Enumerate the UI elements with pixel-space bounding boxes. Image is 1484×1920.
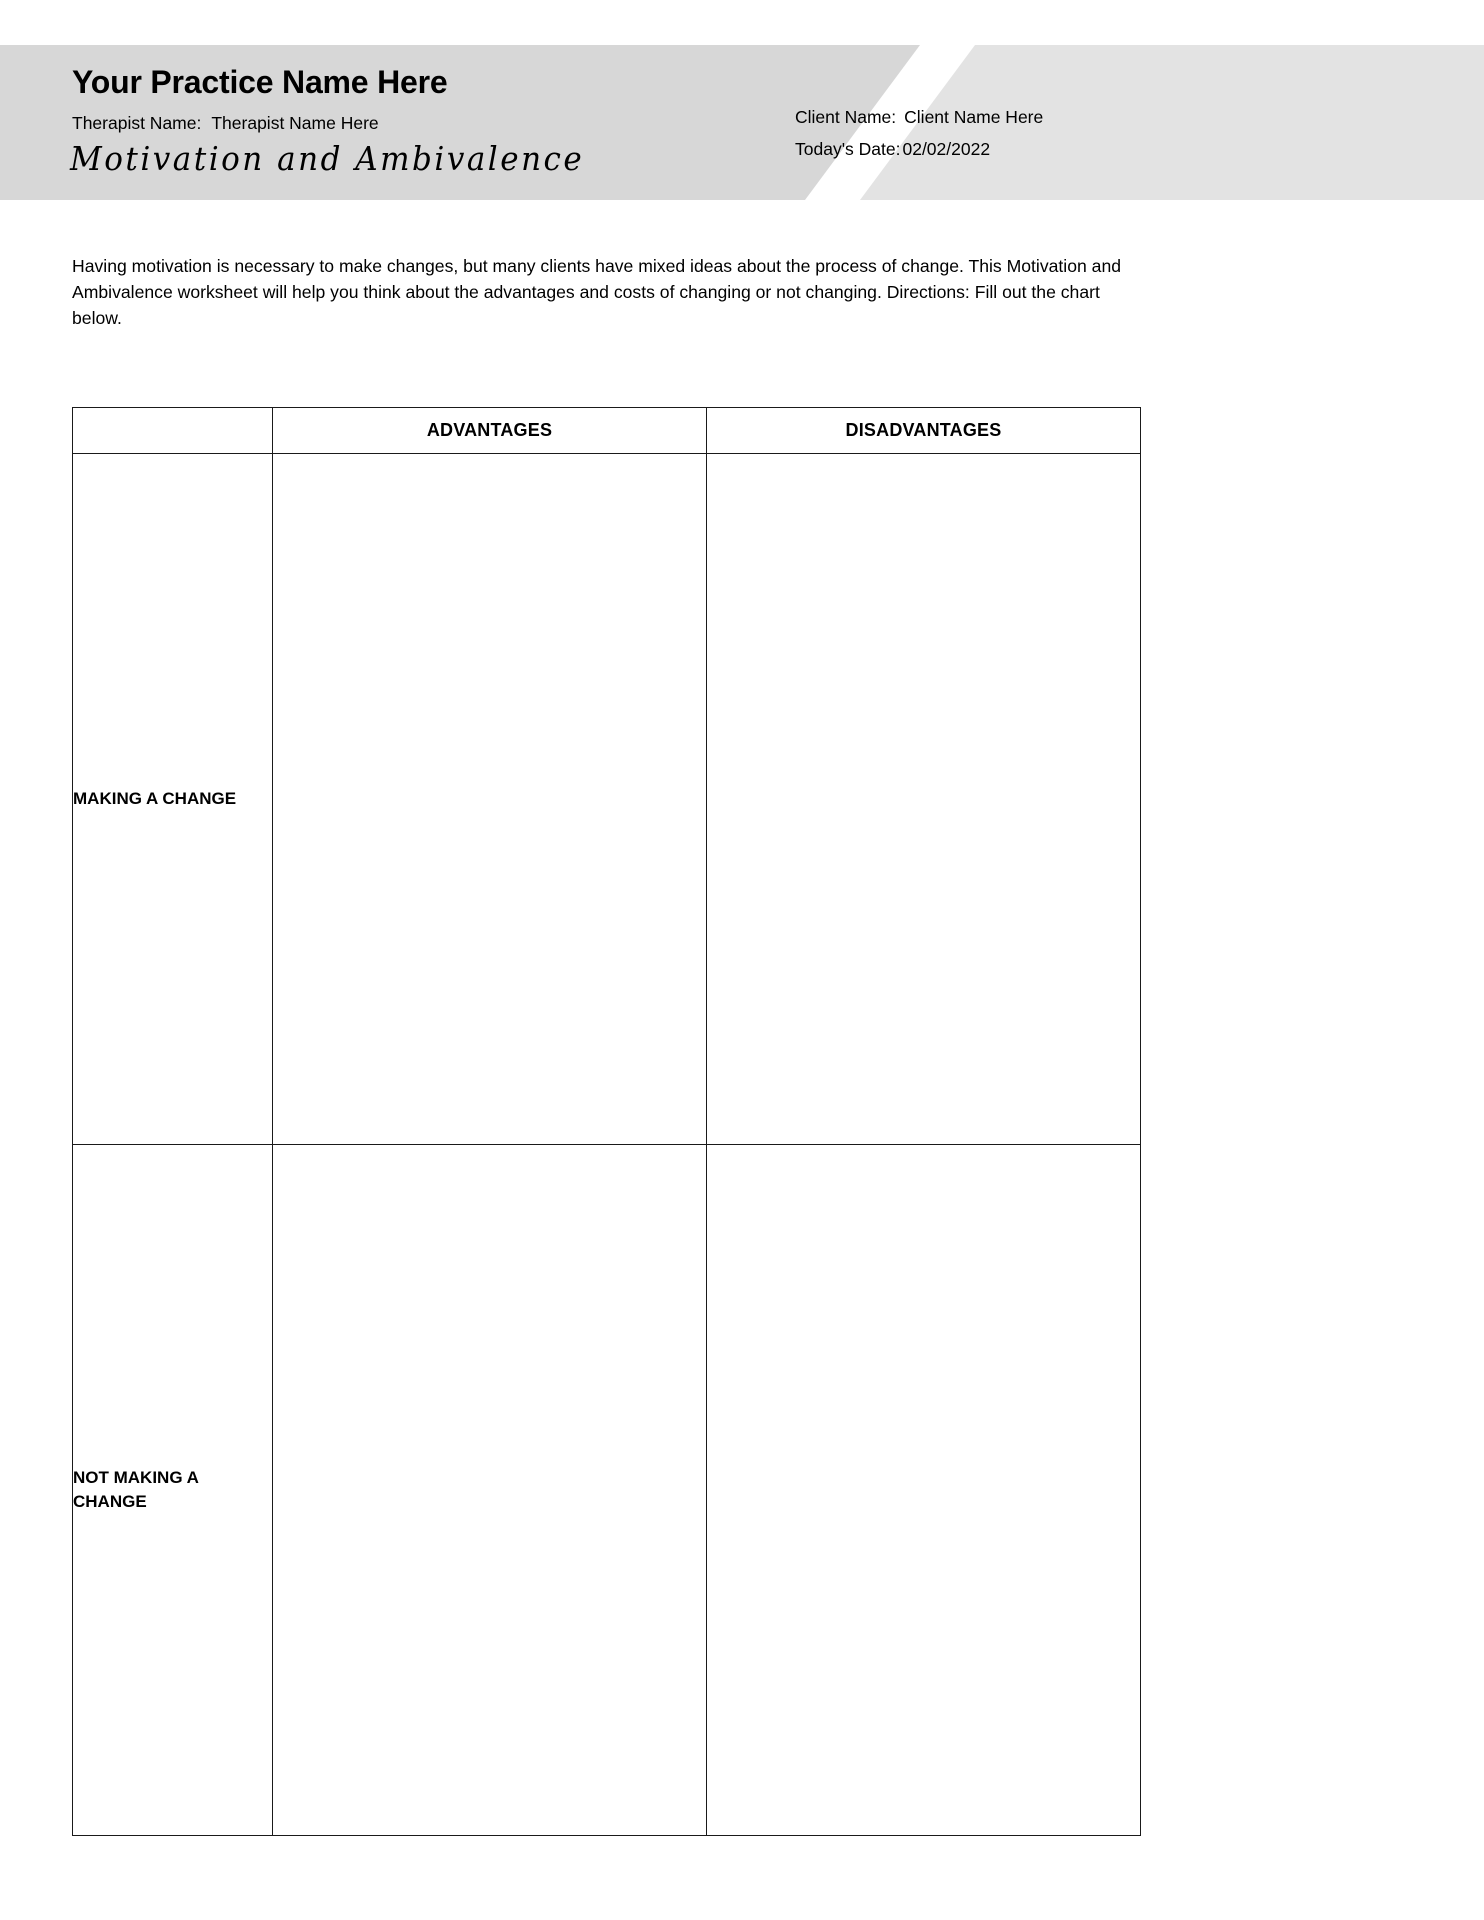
cell-making-a-change-advantages[interactable] — [273, 454, 707, 1145]
page-header — [0, 45, 1484, 200]
motivation-ambivalence-table — [72, 407, 1141, 1836]
cell-not-making-a-change-disadvantages[interactable] — [707, 1145, 1141, 1836]
client-name-line — [795, 107, 1043, 128]
cell-making-a-change-disadvantages[interactable] — [707, 454, 1141, 1145]
intro-paragraph: Having motivation is necessary to make changes, but many clients have mixed ideas about the process of change. This Motivation and Ambivalence worksheet will help you think about the advantages and costs of changing or not changing. Directions: Fill out the chart below. — [72, 255, 1122, 328]
worksheet-title: Motivation and Ambivalence — [70, 141, 585, 179]
table-header-row — [73, 408, 1141, 454]
practice-name: Your Practice Name Here — [72, 64, 448, 100]
therapist-name-value: Therapist Name Here — [211, 113, 379, 133]
therapist-name-line — [72, 113, 379, 134]
row-label-making-a-change: MAKING A CHANGE — [73, 454, 273, 1145]
todays-date-line — [795, 139, 990, 160]
therapist-name-label: Therapist Name: — [72, 113, 202, 133]
table-row — [73, 454, 1141, 1145]
column-header-advantages: ADVANTAGES — [273, 408, 707, 454]
row-label-not-making-a-change: NOT MAKING A CHANGE — [73, 1145, 273, 1836]
client-name-value: Client Name Here — [904, 107, 1044, 127]
column-header-disadvantages: DISADVANTAGES — [707, 408, 1141, 454]
table-corner-header — [73, 408, 273, 454]
client-name-label: Client Name: — [795, 107, 897, 127]
todays-date-value: 02/02/2022 — [902, 139, 991, 159]
table-row — [73, 1145, 1141, 1836]
todays-date-label: Today's Date: — [795, 139, 901, 159]
cell-not-making-a-change-advantages[interactable] — [273, 1145, 707, 1836]
